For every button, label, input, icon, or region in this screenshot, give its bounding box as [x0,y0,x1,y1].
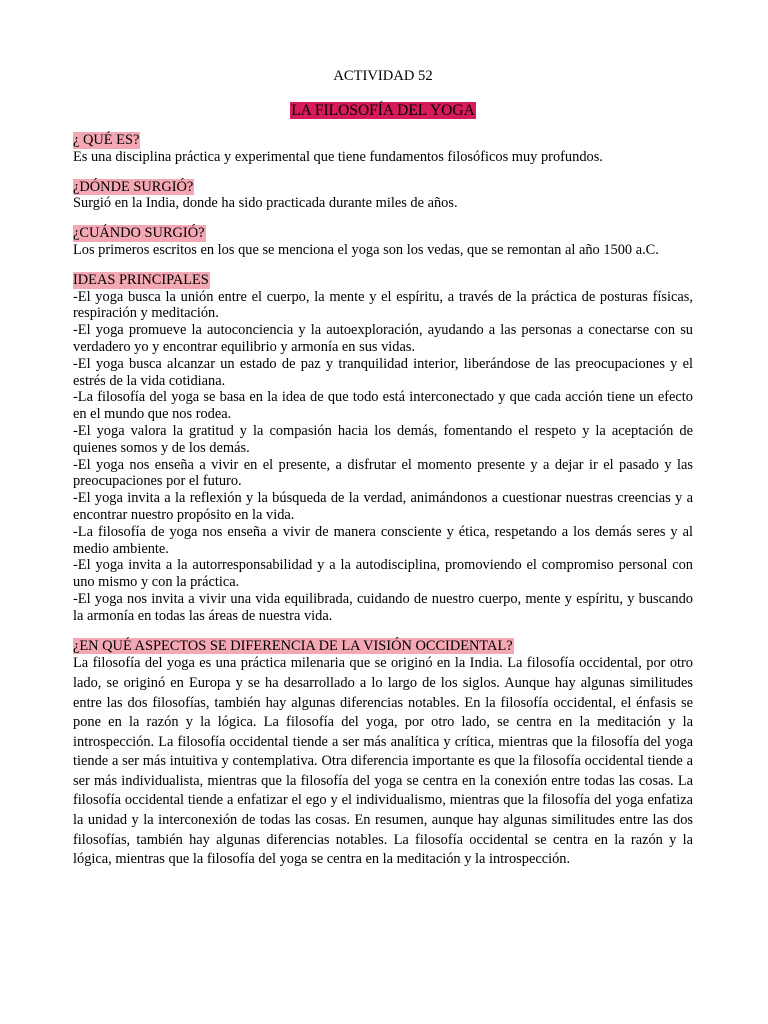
section-gap [73,259,693,272]
document-title: LA FILOSOFÍA DEL YOGA [291,102,475,119]
idea-item: -El yoga nos invita a vivir una vida equilibrada, cuidando de nuestro cuerpo, mente y espíritu, y buscando la armonía en todas las áreas de nuestra vida. [73,590,693,624]
heading-ideas: IDEAS PRINCIPALES [73,271,209,288]
text-cuando: Los primeros escritos en los que se menciona el yoga son los vedas, que se remontan al año 1500 a.C. [73,241,659,258]
heading-cuando: ¿CUÁNDO SURGIÓ? [73,225,205,242]
title-wrap [73,101,693,120]
idea-item: -El yoga valora la gratitud y la compasión hacia los demás, fomentando el respeto y la aceptación de quienes somos y de los demás. [73,422,693,456]
idea-item: -El yoga nos enseña a vivir en el presente, a disfrutar el momento presente y a dejar ir el pasado y las preocupaciones por el futuro. [73,456,693,490]
idea-item: -El yoga busca alcanzar un estado de paz y tranquilidad interior, liberándose de las preocupaciones y el estrés de la vida cotidiana. [73,355,693,389]
section-gap [73,625,693,638]
idea-item: -La filosofía del yoga se basa en la idea de que todo está interconectado y que cada acción tiene un efecto en el mundo que nos rodea. [73,389,693,423]
idea-item: -El yoga invita a la reflexión y la búsqueda de la verdad, animándonos a cuestionar nuestras creencias y a encontrar nuestro propósito en la vida. [73,490,693,523]
text-que-es: Es una disciplina práctica y experimental que tiene fundamentos filosóficos muy profundos. [73,148,603,165]
text-donde: Surgió en la India, donde ha sido practicada durante miles de años. [73,195,458,212]
section-gap [73,166,693,179]
idea-item: -El yoga invita a la autorresponsabilidad y a la autodisciplina, promoviendo el compromiso personal con uno mismo y con la práctica. [73,557,693,591]
activity-number: ACTIVIDAD 52 [333,68,433,84]
section-ideas [73,272,693,625]
section-gap [73,212,693,225]
section-cuando [73,225,693,259]
document-page [73,67,693,870]
section-donde [73,179,693,213]
heading-que-es: ¿ QUÉ ES? [73,132,140,148]
idea-item: -La filosofía de yoga nos enseña a vivir de manera consciente y ética, respetando a los demás seres y al medio ambiente. [73,523,693,557]
section-que-es [73,132,693,166]
text-diferencia: La filosofía del yoga es una práctica milenaria que se originó en la India. La filosofía occidental, por otro lado, se originó en Europa y se ha desarrollado a lo largo de los siglos. Aunque hay algunas similitudes entre las dos filosofías, también hay algunas diferencias notables. En la filosofía occidental, el énfasis se pone en la razón y la lógica. La filosofía del yoga, por otro lado, se centra en la meditación y la introspección. La filosofía occidental tiende a ser más analítica y crítica, mientras que la filosofía del yoga tiende a ser más intuitiva y contemplativa. Otra diferencia importante es que la filosofía occidental tiende a ser más individualista, mientras que la filosofía del yoga se centra en la conexión entre todas las cosas. La filosofía occidental tiende a enfatizar el ego y el individualismo, mientras que la filosofía del yoga enfatiza la unidad y la interconexión de todas las cosas. En resumen, aunque hay algunas similitudes entre las dos filosofías, también hay algunas diferencias notables. La filosofía occidental se centra en la razón y la lógica, mientras que la filosofía del yoga se centra en la meditación y la introspección. [73,655,693,868]
idea-item: -El yoga busca la unión entre el cuerpo, la mente y el espíritu, a través de la práctica de posturas físicas, respiración y meditación. [73,288,693,322]
heading-diferencia: ¿EN QUÉ ASPECTOS SE DIFERENCIA DE LA VISIÓN OCCIDENTAL? [73,637,513,654]
idea-item: -El yoga promueve la autoconciencia y la autoexploración, ayudando a las personas a conectarse con su verdadero yo y encontrar equilibrio y armonía en sus vidas. [73,322,693,355]
section-diferencia [73,638,693,870]
heading-donde: ¿DÓNDE SURGIÓ? [73,178,194,195]
